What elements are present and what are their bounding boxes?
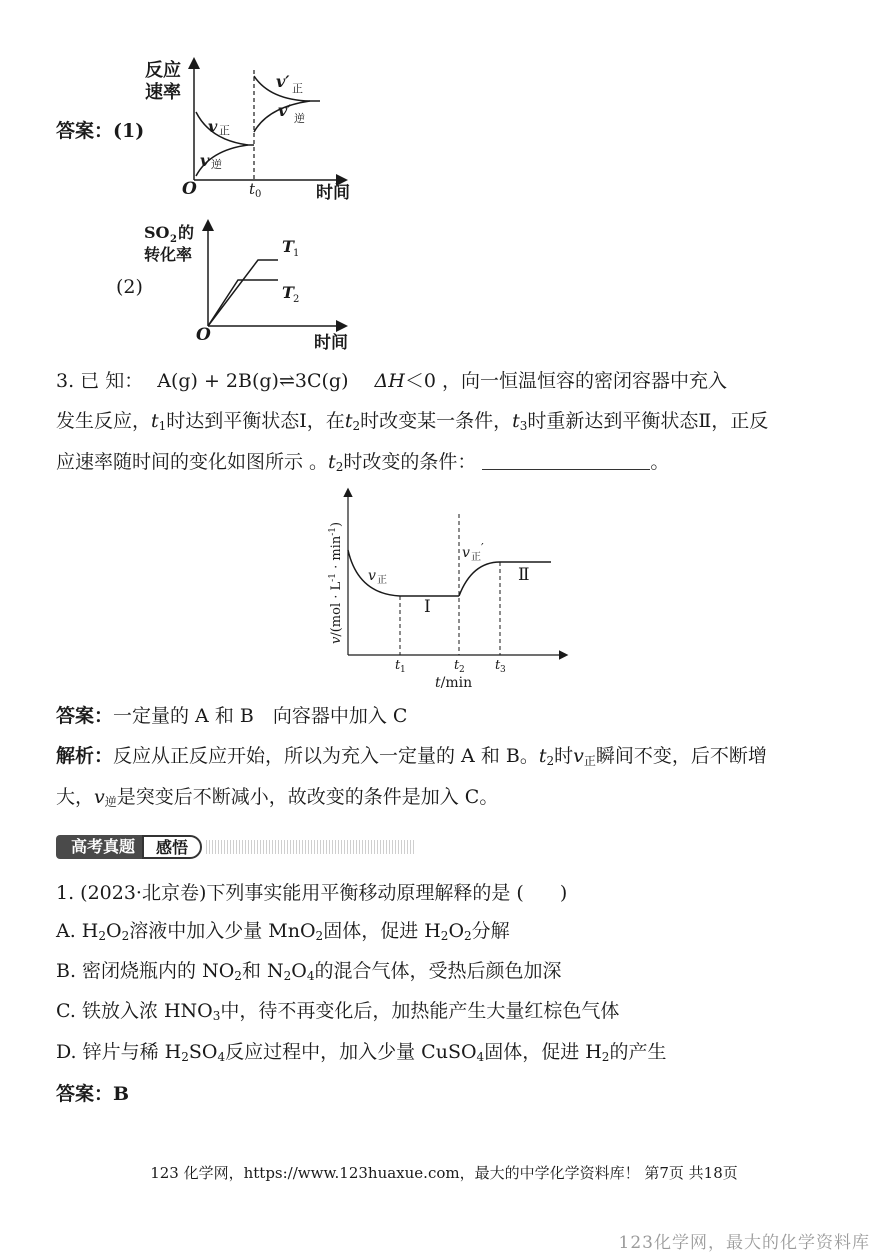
page-footer: 123 化学网，https://www.123huaxue.com，最大的中学化学资料库！ 第7页 共18页 xyxy=(150,1164,738,1182)
graph2-t1-sub: 1 xyxy=(293,248,300,259)
conversion-time-graph xyxy=(140,218,355,354)
graph1-x-label: 时间 xyxy=(316,183,350,203)
graph3-v-forward: v xyxy=(368,568,376,584)
graph1-y-label-1: 反应 xyxy=(145,60,181,81)
graph3-v-forward-prime-sub: 正 xyxy=(471,552,481,563)
q3-analysis-line-2: 大，$v_逆$是突变后不断减小，故改变的条件是加入 C。 xyxy=(56,786,499,809)
graph3-tick1-sub: 1 xyxy=(400,665,406,675)
graph3-state1: Ⅰ xyxy=(424,597,431,617)
graph2-origin: O xyxy=(196,325,211,345)
graph2-t2: T xyxy=(282,283,294,302)
mcq-option-b: B. 密闭烧瓶内的 $NO_2$和 $N_2O_4$的混合气体，受热后颜色加深 xyxy=(56,960,562,983)
q3-equilibrium-arrow: ⇌ xyxy=(278,370,295,392)
graph2-t1: T xyxy=(282,237,294,256)
graph2-x-label: 时间 xyxy=(314,333,348,353)
graph1-t0: t xyxy=(249,180,256,198)
q3-line-1 xyxy=(56,368,727,394)
graph2-y-label-1b: 的 xyxy=(178,223,195,242)
graph2-t2-sub: 2 xyxy=(293,294,300,305)
q3-line-2: 发生反应，$t_1$时达到平衡状态Ⅰ，在$t_2$时改变某一条件，$t_3$时重新达到平衡状态Ⅱ，正反 xyxy=(56,410,769,433)
graph1-v-reverse-prime-sub: 逆 xyxy=(294,112,305,125)
q3-delta-h: ΔH xyxy=(374,370,405,392)
graph3-tick3-sub: 3 xyxy=(500,665,506,675)
graph3-tick2: t xyxy=(454,658,460,673)
section-banner-right: 感悟 xyxy=(142,835,202,859)
q3-delta-h-rest: ＜0 ，向一恒温恒容的密闭容器中充入 xyxy=(404,370,727,392)
graph2-y-label-1a: SO xyxy=(144,223,170,242)
graph3-tick1: t xyxy=(395,658,401,673)
graph1-v-forward-prime: v′ xyxy=(276,72,290,91)
graph1-t0-sub: 0 xyxy=(255,189,262,200)
section-banner-left: 高考真题 xyxy=(56,835,150,859)
graph3-tick2-sub: 2 xyxy=(459,665,465,675)
graph2-t1-line xyxy=(208,260,278,326)
graph3-v-forward-sub: 正 xyxy=(377,575,387,586)
q3-answer-blank xyxy=(482,451,650,470)
site-watermark: 123化学网，最大的化学资料库 xyxy=(618,1233,870,1253)
mcq-answer: 答案：B xyxy=(56,1083,130,1105)
rate-time-graph-1 xyxy=(140,52,370,204)
section-banner-stripes xyxy=(206,840,414,854)
rate-time-graph-3 xyxy=(322,484,576,692)
q3-number: 3. 已 知： xyxy=(56,370,144,392)
graph3-state2: Ⅱ xyxy=(518,565,530,585)
graph2-t2-line xyxy=(208,280,278,326)
q3-reaction-b: 3C(g) xyxy=(294,370,349,392)
answer-1-label: 答案：(1) xyxy=(56,120,145,142)
graph2-y-label-2: 转化率 xyxy=(144,245,193,264)
graph1-v-forward-sub: 正 xyxy=(219,124,230,137)
mcq-option-a: A. $H_2O_2$溶液中加入少量 MnO$_2$固体，促进 $H_2O_2$分解 xyxy=(56,920,510,943)
graph3-v-forward-prime: v xyxy=(462,545,470,561)
graph2-y-label-1-sub: 2 xyxy=(170,234,177,245)
graph1-y-label-2: 速率 xyxy=(145,82,181,103)
graph1-v-reverse: v xyxy=(200,151,210,170)
graph3-tick3: t xyxy=(495,658,501,673)
graph3-v-forward-prime-mark: ′ xyxy=(481,541,484,555)
graph1-v-forward-prime-sub: 正 xyxy=(292,82,303,95)
graph1-origin: O xyxy=(182,179,197,199)
answer-2-label: (2) xyxy=(116,276,143,298)
q3-reaction-a: A(g) + 2B(g) xyxy=(157,370,279,392)
graph3-x-label: t/min xyxy=(435,675,473,691)
mcq-stem: 1. (2023·北京卷)下列事实能用平衡移动原理解释的是 ( ) xyxy=(56,882,568,904)
q3-analysis-line-1: 解析：反应从正反应开始，所以为充入一定量的 A 和 B。$t_2$时$v_正$瞬间不变，后不断增 xyxy=(56,745,767,768)
q3-line-3: 应速率随时间的变化如图所示 。$t_2$时改变的条件： 。 xyxy=(56,451,670,474)
q3-answer: 答案：一定量的 A 和 B 向容器中加入 C xyxy=(56,705,408,727)
graph1-v-reverse-sub: 逆 xyxy=(211,158,222,171)
graph1-v-forward: v xyxy=(208,117,218,136)
mcq-option-d: D. 锌片与稀 $H_2SO_4$反应过程中，加入少量 CuSO$_4$固体，促进 $H_2$的产生 xyxy=(56,1041,667,1064)
graph3-forward-rise xyxy=(459,562,500,596)
graph1-v-reverse-prime: v′ xyxy=(278,101,292,120)
graph3-y-label: $v/(mol \cdot L^{-1} \cdot \min^{-1})$ xyxy=(328,521,344,644)
mcq-option-c: C. 铁放入浓 $HNO_3$中，待不再变化后，加热能产生大量红棕色气体 xyxy=(56,1000,620,1023)
